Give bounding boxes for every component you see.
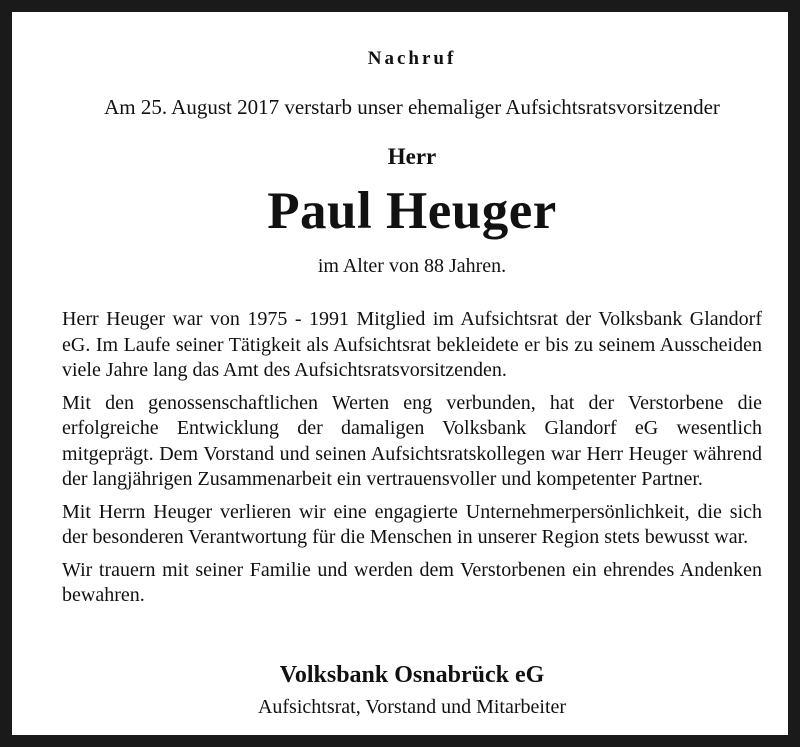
salutation: Herr (387, 144, 437, 169)
body-paragraph: Mit den genossenschaftlichen Werten eng verbunden, hat der Verstorbene die erfolgreiche Entwicklung der damaligen Volksbank Glandorf eG wesentlich mitgeprägt. Dem Vorstand und seinen Aufsichtsratskollegen war Herr Heuger während der langjährigen Zusammenarbeit ein vertrauensvoller und kompetenter Partner. (62, 391, 762, 490)
notice-heading: Nachruf (367, 48, 457, 69)
age-line: im Alter von 88 Jahren. (317, 255, 507, 277)
organization-name: Volksbank Osnabrück eG (279, 662, 545, 688)
intro-line: Am 25. August 2017 verstarb unser ehemaliger Aufsichtsratsvorsitzender (104, 95, 720, 119)
body-paragraph: Herr Heuger war von 1975 - 1991 Mitglied im Aufsichtsrat der Volksbank Glandorf eG. Im Laufe seiner Tätigkeit als Aufsichtsrat bekleidete er bis zu seinem Ausscheiden viele Jahre lang das Amt des Aufsichtsratsvorsitzenden. (62, 308, 762, 381)
obituary-body (62, 307, 762, 616)
deceased-name: Paul Heuger (267, 182, 557, 240)
body-paragraph: Wir trauern mit seiner Familie und werden dem Verstorbenen ein ehrendes Andenken bewahren. (62, 558, 762, 606)
organization-subtitle: Aufsichtsrat, Vorstand und Mitarbeiter (257, 696, 567, 718)
body-paragraph: Mit Herrn Heuger verlieren wir eine engagierte Unternehmerpersönlichkeit, die sich der besonderen Verantwortung für die Menschen in unserer Region stets bewusst war. (62, 500, 762, 548)
